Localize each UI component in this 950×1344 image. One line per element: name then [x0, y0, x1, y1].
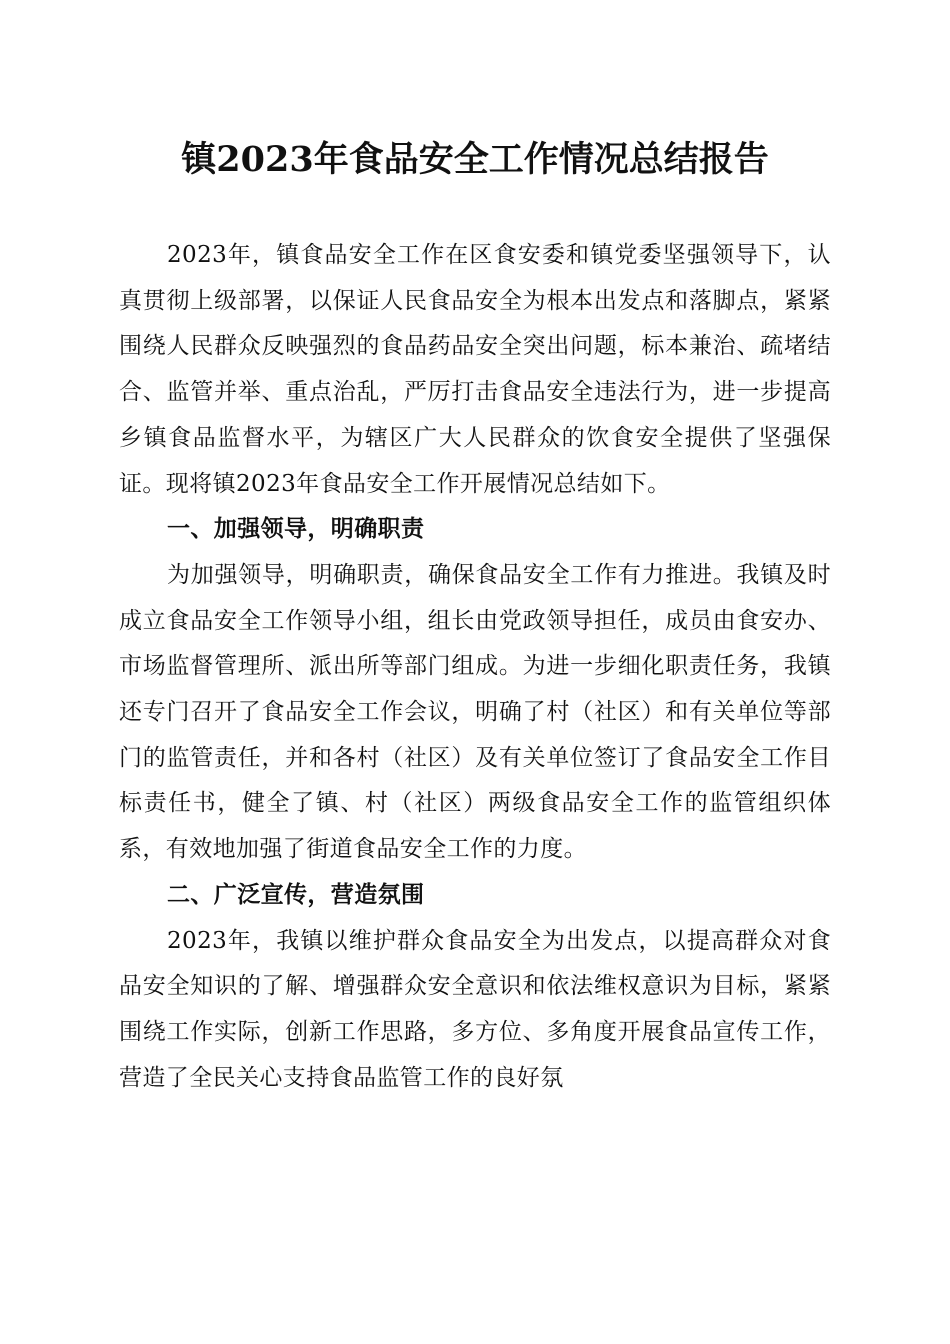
document-body	[119, 233, 831, 1101]
intro-paragraph: 2023年，镇食品安全工作在区食安委和镇党委坚强领导下，认真贯彻上级部署，以保证人民食品安全为根本出发点和落脚点，紧紧围绕人民群众反映强烈的食品药品安全突出问题，标本兼治、疏堵结合、监管并举、重点治乱，严厉打击食品安全违法行为，进一步提高乡镇食品监督水平，为辖区广大人民群众的饮食安全提供了坚强保证。现将镇2023年食品安全工作开展情况总结如下。	[119, 242, 831, 497]
section-heading-leadership: 一、加强领导，明确职责	[167, 516, 425, 543]
section-paragraph-leadership: 为加强领导，明确职责，确保食品安全工作有力推进。我镇及时成立食品安全工作领导小组，组长由党政领导担任，成员由食安办、市场监督管理所、派出所等部门组成。为进一步细化职责任务，我镇还专门召开了食品安全工作会议，明确了村（社区）和有关单位等部门的监管责任，并和各村（社区）及有关单位签订了食品安全工作目标责任书，健全了镇、村（社区）两级食品安全工作的监管组织体系，有效地加强了街道食品安全工作的力度。	[119, 561, 831, 863]
document-title: 镇2023年食品安全工作情况总结报告	[181, 139, 769, 180]
section-paragraph-publicity: 2023年，我镇以维护群众食品安全为出发点，以提高群众对食品安全知识的了解、增强群众安全意识和依法维权意识为目标，紧紧围绕工作实际，创新工作思路，多方位、多角度开展食品宣传工作，营造了全民关心支持食品监管工作的良好氛	[119, 927, 831, 1091]
section-heading-publicity: 二、广泛宣传，营造氛围	[167, 881, 425, 908]
